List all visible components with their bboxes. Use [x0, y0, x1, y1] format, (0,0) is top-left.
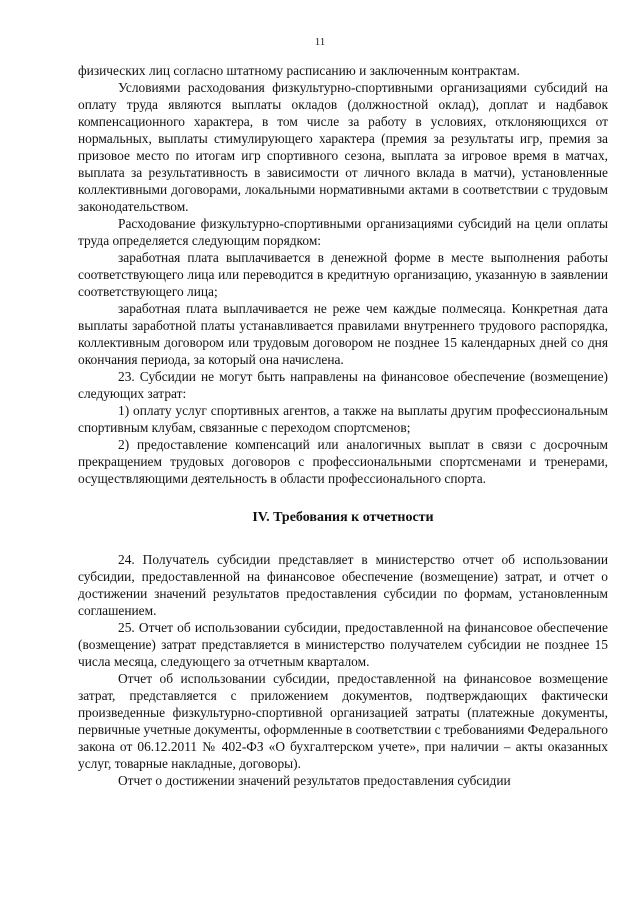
paragraph-item-25: 25. Отчет об использовании субсидии, предоставленной на финансовое обеспечение (возмещение) затрат представляется в министерство получателем субсидии не позднее 15 числа месяца, следующего за отчетным кварталом. [78, 620, 608, 669]
paragraph-salary-form: заработная плата выплачивается в денежной форме в месте выполнения работы соответствующего лица или переводится в кредитную организацию, указанную в заявлении соответствующего лица; [78, 250, 608, 299]
section-heading: IV. Требования к отчетности [252, 510, 434, 525]
paragraph-item-23-1: 1) оплату услуг спортивных агентов, а также на выплаты другим профессиональным спортивным клубам, связанные с переходом спортсменов; [78, 403, 608, 435]
paragraph-conditions: Условиями расходования физкультурно-спортивными организациями субсидий на оплату труда являются выплаты окладов (должностной оклад), доплат и надбавок компенсационного характера, в том числе за работу в условиях, отклоняющихся от нормальных, выплаты стимулирующего характера (премия за результаты игр, премия за призовое место по итогам игр спортивного сезона, выплата за игровое время в матчах, выплата за результативность в зависимости от личного вклада в матчи), установленные коллективными договорами, локальными нормативными актами в соответствии с трудовым законодательством. [78, 80, 608, 214]
paragraph-continuation: физических лиц согласно штатному расписанию и заключенным контрактам. [78, 63, 520, 78]
paragraph-item-24: 24. Получатель субсидии представляет в министерство отчет об использовании субсидии, предоставленной на финансовое обеспечение (возмещение) затрат, и отчет о достижении значений результатов предоставления субсидии по формам, установленным соглашением. [78, 552, 608, 618]
paragraph-procedure: Расходование физкультурно-спортивными организациями субсидий на цели оплаты труда определяется следующим порядком: [78, 216, 608, 248]
document-body [78, 62, 608, 789]
page-number: 11 [314, 36, 326, 48]
paragraph-salary-frequency: заработная плата выплачивается не реже чем каждые полмесяца. Конкретная дата выплаты заработной платы устанавливается правилами внутреннего трудового распорядка, коллективным договором или трудовым договором не позднее 15 календарных дней со дня окончания периода, за который она начислена. [78, 301, 608, 367]
paragraph-report-results: Отчет о достижении значений результатов предоставления субсидии [118, 773, 511, 788]
paragraph-item-23-2: 2) предоставление компенсаций или аналогичных выплат в связи с досрочным прекращением трудовых договоров с профессиональными спортсменами и тренерами, осуществляющими деятельность в области профессионального спорта. [78, 437, 608, 486]
paragraph-item-23: 23. Субсидии не могут быть направлены на финансовое обеспечение (возмещение) следующих затрат: [78, 369, 608, 401]
paragraph-report-usage: Отчет об использовании субсидии, предоставленной на финансовое возмещение затрат, представляется с приложением документов, подтверждающих фактически произведенные физкультурно-спортивной организацией затраты (платежные документы, первичные учетные документы, оформленные в соответствии с требованиями Федерального закона от 06.12.2011 № 402-ФЗ «О бухгалтерском учете», при наличии – акты оказанных услуг, товарные накладные, договоры). [78, 671, 608, 771]
